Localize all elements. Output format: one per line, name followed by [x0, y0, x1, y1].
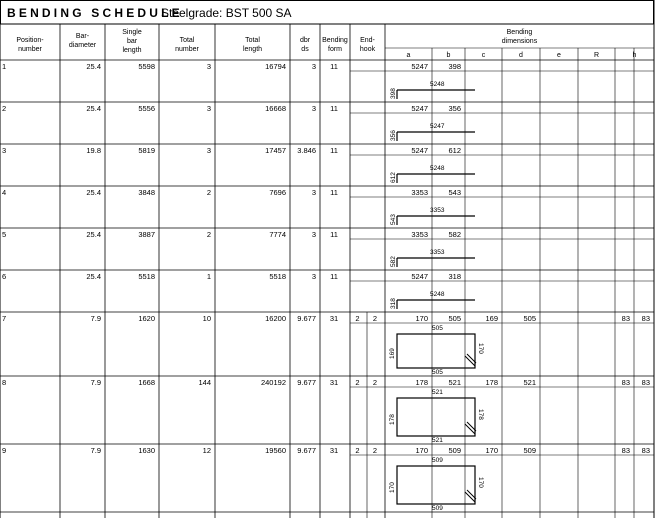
row-dim-a: 3353	[411, 230, 428, 239]
row-dim-c: 169	[485, 314, 498, 323]
row-single-length: 1668	[138, 378, 155, 387]
row-diameter: 25.4	[86, 62, 101, 71]
header-dim-a: a	[406, 52, 411, 59]
shape-left-dim: 178	[389, 414, 396, 425]
row-dim-a: 170	[415, 314, 428, 323]
row-total-length: 240192	[260, 378, 286, 387]
row-total-number: 2	[206, 188, 211, 197]
row-diameter: 7.9	[90, 314, 101, 323]
header-dim-c: c	[481, 52, 486, 59]
row-dim-h2: 83	[641, 314, 650, 323]
row-dim-b: 612	[448, 146, 461, 155]
header-single-bar-length: Single bar length	[122, 29, 142, 54]
shape-top-dim: 5247	[430, 123, 445, 130]
row-dim-a: 3353	[411, 188, 428, 197]
row-total-number: 3	[206, 146, 211, 155]
row-total-number: 12	[202, 446, 211, 455]
row-total-number: 144	[198, 378, 211, 387]
row-dim-d: 521	[523, 378, 536, 387]
row-dim-h2: 83	[641, 378, 650, 387]
row-position: 5	[2, 230, 7, 239]
row-bending-form: 11	[330, 62, 338, 71]
row-diameter: 25.4	[86, 230, 101, 239]
row-dim-b: 318	[448, 272, 461, 281]
row-dbr: 9.677	[297, 378, 316, 387]
schedule-title: BENDING SCHEDULE	[7, 6, 183, 20]
row-dbr: 9.677	[297, 446, 316, 455]
row-dbr: 3	[311, 104, 316, 113]
row-total-length: 16668	[265, 104, 286, 113]
row-endhook-1: 2	[355, 446, 360, 455]
row-dim-h1: 83	[621, 314, 630, 323]
row-position: 6	[2, 272, 7, 281]
row-position: 4	[2, 188, 7, 197]
row-dbr: 9.677	[297, 314, 316, 323]
header-dim-R: R	[593, 52, 600, 59]
row-single-length: 5518	[138, 272, 155, 281]
header-bar-diameter: Bar- diameter	[68, 33, 97, 49]
row-position: 9	[2, 446, 7, 455]
row-diameter: 7.9	[90, 378, 101, 387]
row-total-length: 19560	[265, 446, 286, 455]
row-bending-form: 11	[330, 272, 338, 281]
shape-top-dim: 505	[432, 325, 443, 332]
shape-top-dim: 5248	[430, 81, 445, 88]
row-position: 3	[2, 146, 7, 155]
row-total-number: 1	[206, 272, 211, 281]
row-total-number: 2	[206, 230, 211, 239]
row-bending-form: 11	[330, 146, 338, 155]
header-dim-b: b	[446, 52, 451, 59]
row-total-length: 16794	[265, 62, 286, 71]
shape-right-dim: 178	[477, 409, 484, 420]
shape-side-dim: 356	[390, 130, 397, 141]
row-bending-form: 11	[330, 230, 338, 239]
row-dim-a: 5247	[411, 272, 428, 281]
row-bending-form: 11	[330, 104, 338, 113]
row-dim-b: 582	[448, 230, 461, 239]
row-dim-d: 505	[523, 314, 536, 323]
header-total-length: Total length	[242, 37, 263, 53]
shape-side-dim: 398	[390, 88, 397, 99]
row-diameter: 25.4	[86, 188, 101, 197]
header-bending-form: Bending form	[322, 37, 348, 53]
header-endhook: End- hook	[359, 37, 376, 53]
row-position: 2	[2, 104, 7, 113]
row-total-length: 7774	[269, 230, 286, 239]
row-position: 7	[2, 314, 7, 323]
header-dbr-ds: dbr ds	[299, 37, 311, 53]
shape-top-dim: 3353	[430, 249, 445, 256]
shape-left-dim: 169	[389, 348, 396, 359]
row-single-length: 3887	[138, 230, 155, 239]
row-dim-c: 170	[485, 446, 498, 455]
row-dbr: 3	[311, 230, 316, 239]
shape-bottom-dim: 505	[432, 369, 443, 376]
row-dbr: 3	[311, 272, 316, 281]
row-total-number: 3	[206, 104, 211, 113]
row-dim-b: 543	[448, 188, 461, 197]
header-dim-h: h	[632, 52, 637, 59]
row-bending-form: 31	[329, 378, 339, 387]
header-position-number: Position- number	[16, 37, 44, 53]
shape-bottom-dim: 509	[432, 505, 443, 512]
shape-side-dim: 582	[390, 256, 397, 267]
row-dim-a: 178	[415, 378, 428, 387]
shape-top-dim: 5248	[430, 165, 445, 172]
row-total-length: 16200	[265, 314, 286, 323]
row-dim-a: 5247	[411, 104, 428, 113]
row-total-length: 5518	[269, 272, 286, 281]
row-dim-c: 178	[485, 378, 498, 387]
row-dim-b: 505	[448, 314, 461, 323]
row-single-length: 5819	[138, 146, 155, 155]
row-dim-d: 509	[523, 446, 536, 455]
shape-side-dim: 612	[390, 172, 397, 183]
shape-bottom-dim: 521	[432, 437, 443, 444]
row-dim-h1: 83	[621, 446, 630, 455]
row-dim-b: 509	[448, 446, 461, 455]
row-bending-form: 31	[329, 314, 339, 323]
row-single-length: 1630	[138, 446, 155, 455]
row-dim-a: 5247	[411, 146, 428, 155]
header-bending-dimensions: Bending dimensions	[501, 29, 538, 45]
shape-right-dim: 170	[477, 477, 484, 488]
shape-left-dim: 170	[389, 482, 396, 493]
shape-right-dim: 170	[477, 343, 484, 354]
row-diameter: 25.4	[86, 104, 101, 113]
row-total-number: 10	[202, 314, 211, 323]
row-endhook-2: 2	[372, 378, 378, 387]
steelgrade-label: Steelgrade: BST 500 SA	[161, 6, 292, 20]
row-endhook-1: 2	[355, 314, 360, 323]
row-dbr: 3	[311, 188, 316, 197]
row-diameter: 7.9	[90, 446, 101, 455]
shape-top-dim: 3353	[430, 207, 445, 214]
row-single-length: 5598	[138, 62, 155, 71]
row-position: 8	[2, 378, 7, 387]
row-single-length: 3848	[138, 188, 155, 197]
row-single-length: 1620	[138, 314, 155, 323]
row-total-length: 7696	[269, 188, 286, 197]
row-endhook-1: 2	[355, 378, 360, 387]
shape-side-dim: 543	[390, 214, 397, 225]
shape-top-dim: 5248	[430, 291, 445, 298]
header-dim-d: d	[519, 52, 523, 59]
shape-top-dim: 509	[432, 457, 443, 464]
row-total-length: 17457	[265, 146, 286, 155]
header-total-number: Total number	[175, 37, 199, 53]
row-endhook-2: 2	[372, 446, 378, 455]
row-dim-a: 5247	[411, 62, 428, 71]
row-single-length: 5556	[138, 104, 155, 113]
shape-side-dim: 318	[390, 298, 397, 309]
row-total-number: 3	[206, 62, 211, 71]
row-dim-b: 356	[448, 104, 461, 113]
row-diameter: 25.4	[86, 272, 101, 281]
header-dim-e: e	[557, 52, 561, 59]
row-dbr: 3	[311, 62, 316, 71]
row-dim-a: 170	[415, 446, 428, 455]
row-diameter: 19.8	[86, 146, 101, 155]
row-endhook-2: 2	[372, 314, 378, 323]
row-dim-b: 521	[448, 378, 461, 387]
row-dbr: 3.846	[297, 146, 316, 155]
row-dim-h1: 83	[621, 378, 630, 387]
row-dim-h2: 83	[641, 446, 650, 455]
row-bending-form: 11	[330, 188, 338, 197]
row-position: 1	[2, 62, 7, 71]
row-bending-form: 31	[329, 446, 339, 455]
row-dim-b: 398	[448, 62, 461, 71]
shape-top-dim: 521	[432, 389, 443, 396]
